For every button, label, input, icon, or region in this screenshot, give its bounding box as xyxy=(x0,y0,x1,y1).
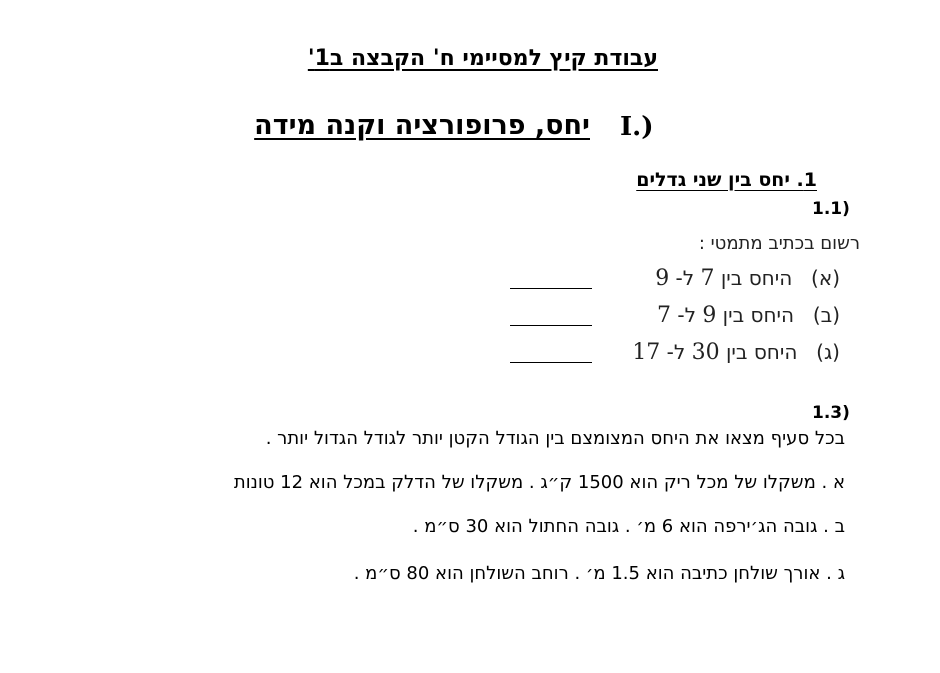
ratio-item-a xyxy=(655,266,840,291)
ratio-item-b xyxy=(657,303,840,328)
item-text: היחס בין xyxy=(725,340,798,364)
section-number: I.) xyxy=(620,112,654,142)
item-number-b: 17 xyxy=(632,340,661,365)
item-number-a: 9 xyxy=(702,303,717,328)
section-title: יחס, פרופורציה וקנה מידה xyxy=(254,110,590,141)
question-1-3-label: 1.3) xyxy=(812,403,850,423)
item-letter: (ב) xyxy=(812,303,840,327)
subsection-title: 1. יחס בין שני גדלים xyxy=(636,169,817,191)
item-between: ל- xyxy=(677,303,696,327)
answer-blank-c[interactable] xyxy=(510,362,592,363)
ratio-item-c xyxy=(632,340,840,365)
question-1-3-item-c: ג . אורך שולחן כתיבה הוא 1.5 מ׳ . רוחב השולחן הוא 80 ס״מ . xyxy=(353,563,845,584)
question-1-3-item-b: ב . גובה הג׳ירפה הוא 6 מ׳ . גובה החתול הוא 30 ס״מ . xyxy=(412,516,845,537)
question-1-3-intro: בכל סעיף מצאו את היחס המצומצם בין הגודל הקטן יותר לגודל הגדול יותר . xyxy=(265,428,845,449)
answer-blank-a[interactable] xyxy=(510,288,592,289)
item-number-a: 7 xyxy=(700,266,715,291)
item-letter: (א) xyxy=(811,266,840,290)
item-letter: (ג) xyxy=(816,340,840,364)
item-between: ל- xyxy=(666,340,686,364)
answer-blank-b[interactable] xyxy=(510,325,592,326)
item-number-a: 30 xyxy=(691,340,720,365)
document-title: עבודת קיץ למסיימי ח' הקבצה ב1' xyxy=(307,46,658,71)
item-number-b: 9 xyxy=(655,266,670,291)
item-between: ל- xyxy=(675,266,695,290)
item-text: היחס בין xyxy=(722,303,795,327)
item-text: היחס בין xyxy=(720,266,793,290)
question-1-1-label: 1.1) xyxy=(812,199,850,219)
item-number-b: 7 xyxy=(657,303,671,328)
question-1-1-instruction: רשום בכתיב מתמטי : xyxy=(698,233,860,254)
question-1-3-item-a: א . משקלו של מכל ריק הוא 1500 ק״ג . משקלו של הדלק במכל הוא 12 טונות xyxy=(233,472,845,493)
